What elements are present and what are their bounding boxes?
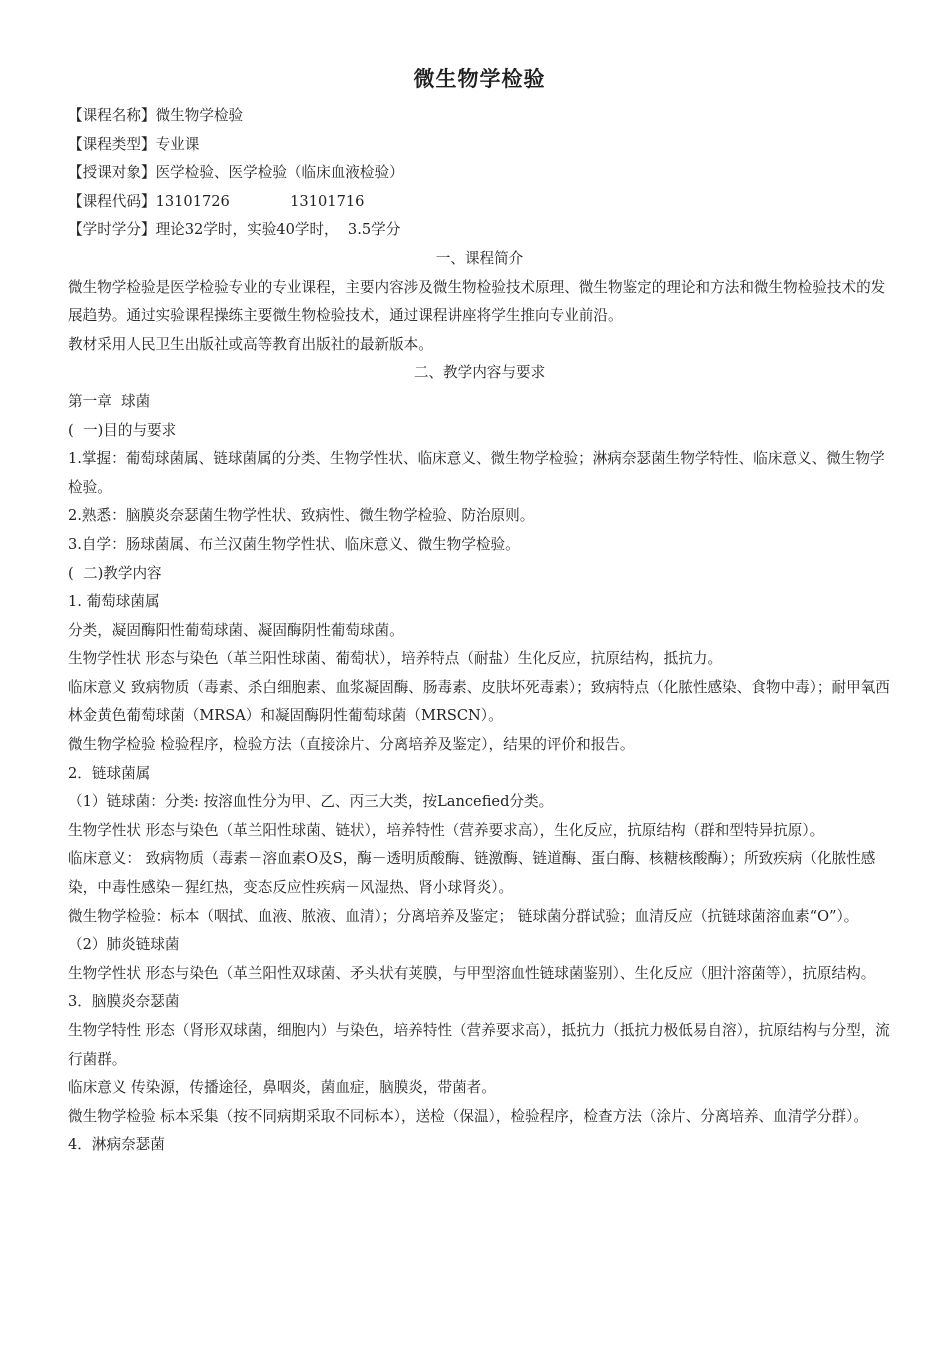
document-title: 微生物学检验 [413,67,546,91]
strep-clinical: 临床意义： 致病物质（毒素－溶血素O及S，酶－透明质酸酶、链激酶、链道酶、蛋白酶、核糖核酸酶）；所致疾病（化脓性感染，中毒性感染－猩红热，变态反应性疾病－风湿热、肾小球肾炎）。 [68,850,876,897]
topic-streptococcus: 2．链球菌属 [68,764,151,782]
course-meta [68,102,891,245]
staph-classification: 分类，凝固酶阳性葡萄球菌、凝固酶阴性葡萄球菌。 [68,621,404,639]
subsection-content: ( 二)教学内容 [68,564,162,582]
meta-audience: 【授课对象】医学检验、医学检验（临床血液检验） [68,164,404,182]
textbook-paragraph: 教材采用人民卫生出版社或高等教育出版社的最新版本。 [68,335,433,353]
strep-biology: 生物学性状 形态与染色（革兰阳性球菌、链状），培养特性（营养要求高），生化反应，抗原结构（群和型特异抗原）。 [68,821,825,839]
goal-familiar: 2.熟悉：脑膜炎奈瑟菌生物学性状、致病性、微生物学检验、防治原则。 [68,507,535,525]
subsection-goals: ( 一)目的与要求 [68,421,177,439]
section-heading-content: 二、教学内容与要求 [413,364,546,382]
meta-course-type: 【课程类型】专业课 [68,135,200,153]
goal-master: 1.掌握：葡萄球菌属、链球菌属的分类、生物学性状、临床意义、微生物学检验；淋病奈瑟菌生物学特性、临床意义、微生物学检验。 [68,450,885,496]
section-heading-intro: 一、课程简介 [435,249,524,267]
topic-meningococcus: 3．脑膜炎奈瑟菌 [68,993,180,1011]
meta-hours-credits: 【学时学分】理论32学时，实验40学时， 3.5学分 [68,221,401,239]
staph-clinical: 临床意义 致病物质（毒素、杀白细胞素、血浆凝固酶、肠毒素、皮肤坏死毒素）；致病特点（化脓性感染、食物中毒）；耐甲氧西林金黄色葡萄球菌（MRSA）和凝固酶阴性葡萄球菌（MRSCN）。 [68,678,890,725]
mening-lab: 微生物学检验 标本采集（按不同病期采取不同标本），送检（保温），检验程序，检查方法（涂片、分离培养、血清学分群）。 [68,1107,868,1125]
strep-classification: （1）链球菌：分类: 按溶血性分为甲、乙、丙三大类，按Lancefied分类。 [68,793,554,811]
goal-self-study: 3.自学：肠球菌属、布兰汉菌生物学性状、临床意义、微生物学检验。 [68,535,520,553]
strep-lab: 微生物学检验：标本（咽拭、血液、脓液、血清）；分离培养及鉴定； 链球菌分群试验；血清反应（抗链球菌溶血素“O”）。 [68,907,859,925]
intro-paragraph: 微生物学检验是医学检验专业的专业课程，主要内容涉及微生物检验技术原理、微生物鉴定的理论和方法和微生物检验技术的发展趋势。通过实验课程操练主要微生物检验技术，通过课程讲座将学生推向专业前沿。 [68,278,886,325]
pneumo-biology: 生物学性状 形态与染色（革兰阳性双球菌、矛头状有荚膜，与甲型溶血性链球菌鉴别）、生化反应（胆汁溶菌等），抗原结构。 [68,964,876,982]
topic-staphylococcus: 1. 葡萄球菌属 [68,593,160,611]
topic-pneumococcus: （2）肺炎链球菌 [68,936,180,954]
staph-lab: 微生物学检验 检验程序，检验方法（直接涂片、分离培养及鉴定），结果的评价和报告。 [68,736,635,754]
mening-biology: 生物学特性 形态（肾形双球菌，细胞内）与染色，培养特性（营养要求高），抵抗力（抵抗力极低易自溶），抗原结构与分型，流行菌群。 [68,1022,890,1068]
meta-course-code: 【课程代码】13101726 13101716 [68,192,365,210]
chapter-heading: 第一章 球菌 [68,392,151,410]
staph-biology: 生物学性状 形态与染色（革兰阳性球菌、葡萄状），培养特点（耐盐）生化反应，抗原结构，抵抗力。 [68,650,723,668]
meta-course-name: 【课程名称】微生物学检验 [68,107,244,124]
mening-clinical: 临床意义 传染源，传播途径，鼻咽炎，菌血症，脑膜炎，带菌者。 [68,1079,496,1097]
topic-gonococcus: 4．淋病奈瑟菌 [68,1136,165,1154]
content-body [68,388,891,1160]
